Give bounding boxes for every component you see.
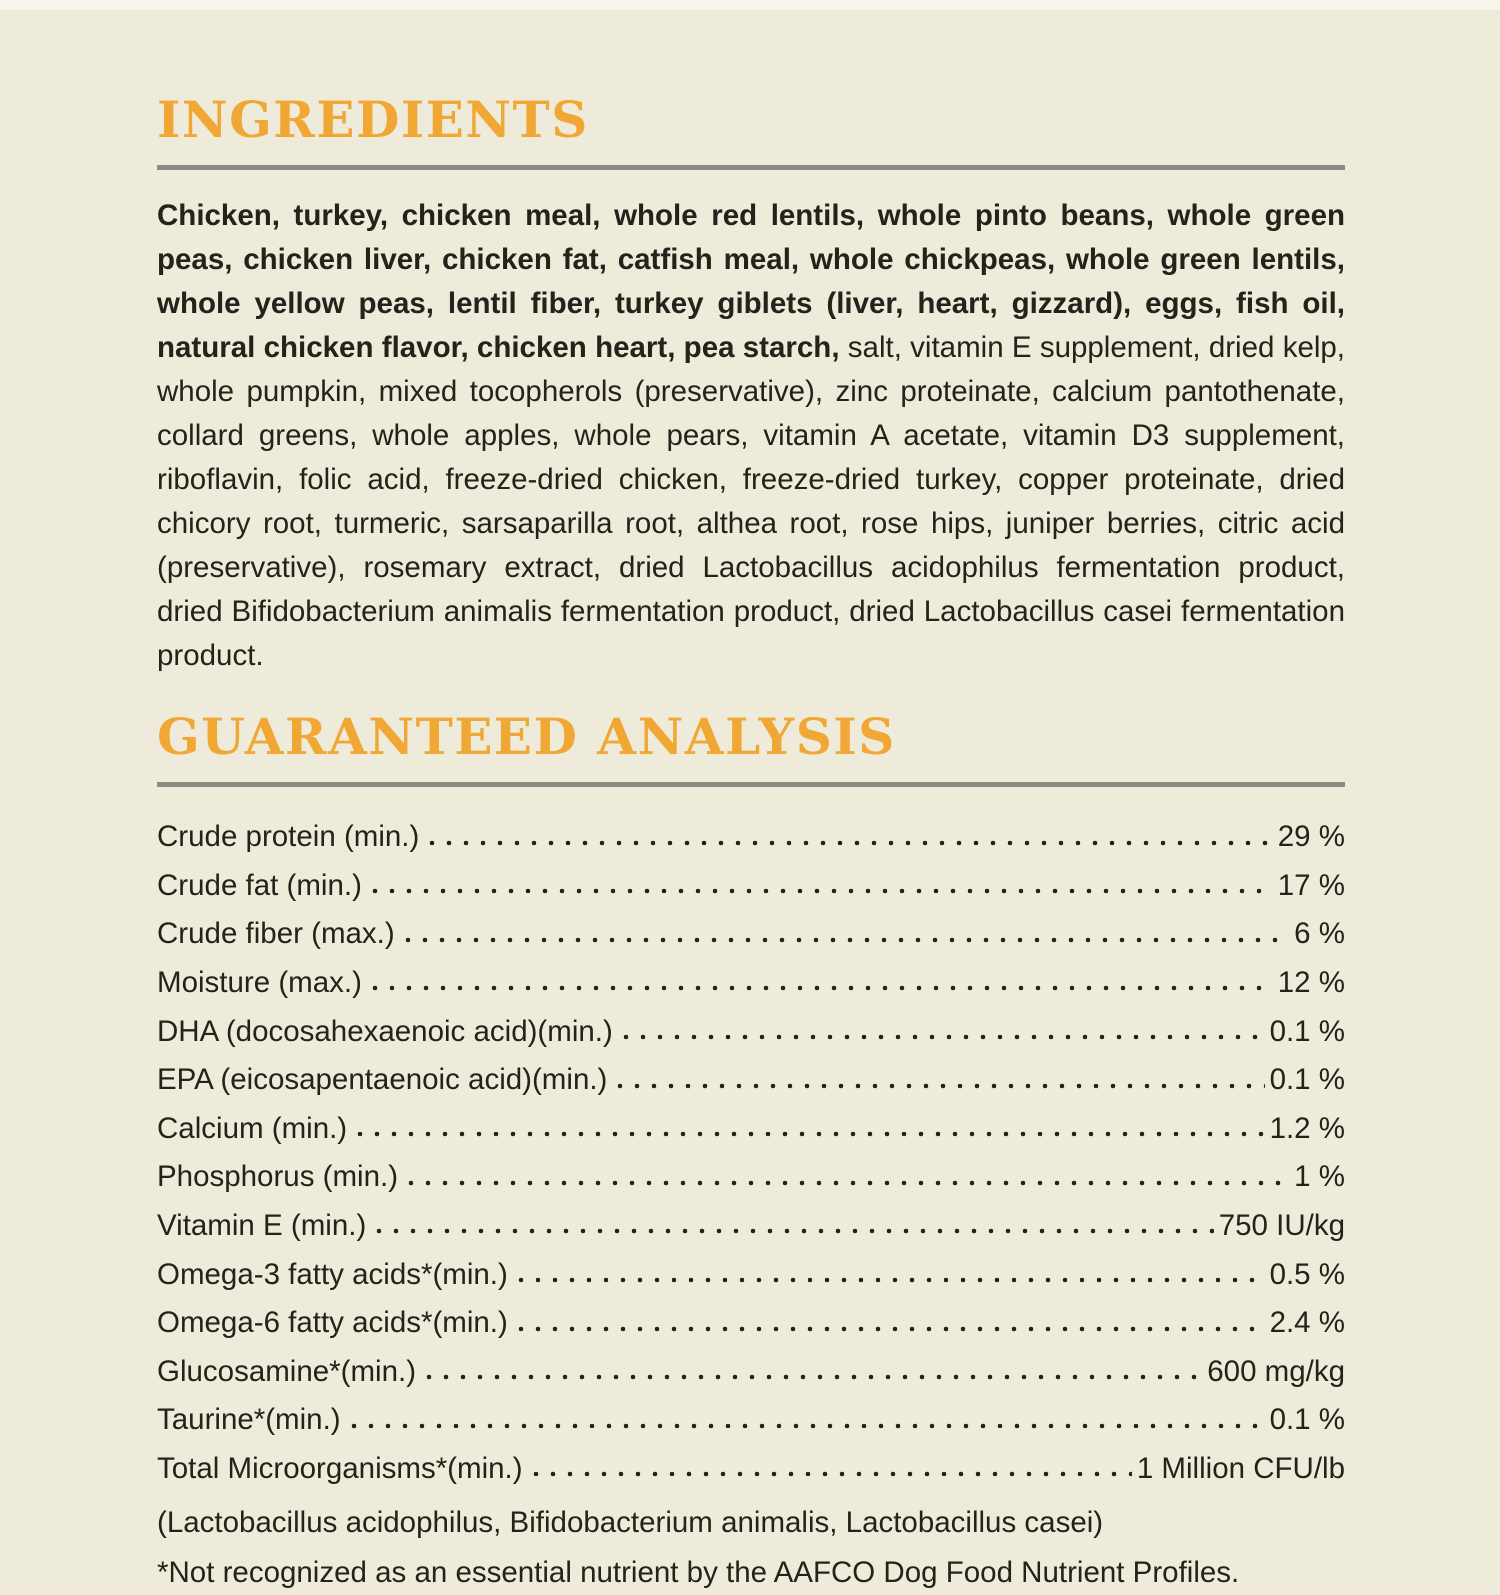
ingredients-bold-text: Chicken, turkey, chicken meal, whole red lentils, whole pinto beans, whole green peas, chicken liver, chicken fat, catfish meal, whole chickpeas, whole green lentils, whole yellow peas, lentil fiber, turkey giblets (liver, heart, gizzard), eggs, fish oil, natural chicken flavor, chicken heart, pea starch, [157,199,1345,364]
dot-leader [513,1277,1265,1283]
guaranteed-analysis-title: GUARANTEED ANALYSIS [157,707,896,766]
dot-leader [421,1374,1202,1380]
analysis-value: 0.1 % [1269,1063,1345,1097]
analysis-row-glucosamine [157,1346,1345,1395]
analysis-row-crude-fiber [157,908,1345,957]
analysis-label: Crude protein (min.) [157,820,420,854]
analysis-value: 600 mg/kg [1207,1354,1345,1388]
aafco-footnote: *Not recognized as an essential nutrient by the AAFCO Dog Food Nutrient Profiles. [157,1556,1240,1590]
analysis-label: Taurine*(min.) [157,1403,341,1437]
analysis-label: Glucosamine*(min.) [157,1354,417,1388]
analysis-value: 1 % [1294,1160,1345,1194]
analysis-value: 17 % [1277,868,1345,902]
analysis-label: Crude fiber (max.) [157,917,395,951]
dot-leader [618,1034,1265,1040]
dot-leader [367,985,1273,991]
dot-leader [612,1083,1264,1089]
ingredients-paragraph [157,194,1345,678]
analysis-label: Omega-6 fatty acids*(min.) [157,1306,508,1340]
analysis-row-vitamin-e [157,1200,1345,1249]
analysis-label: Vitamin E (min.) [157,1208,367,1242]
analysis-value: 0.1 % [1269,1014,1345,1048]
dot-leader [371,1228,1213,1234]
dot-leader [403,1180,1289,1186]
analysis-value: 29 % [1277,820,1345,854]
analysis-label: Moisture (max.) [157,965,362,999]
dot-leader [352,1131,1264,1137]
analysis-row-taurine [157,1394,1345,1443]
analysis-value: 1.2 % [1269,1111,1345,1145]
top-margin-strip [0,0,1500,10]
analysis-label: Crude fat (min.) [157,868,362,902]
analysis-row-epa [157,1054,1345,1103]
analysis-value: 1 Million CFU/lb [1136,1451,1345,1485]
guaranteed-analysis-divider [157,782,1345,787]
analysis-row-total-microorganisms [157,1443,1345,1492]
analysis-value: 12 % [1277,965,1345,999]
analysis-label: DHA (docosahexaenoic acid)(min.) [157,1014,613,1048]
analysis-row-phosphorus [157,1151,1345,1200]
analysis-label: Phosphorus (min.) [157,1160,399,1194]
label-panel [0,10,1500,1595]
analysis-value: 6 % [1294,917,1345,951]
analysis-label: Total Microorganisms*(min.) [157,1451,523,1485]
dot-leader [346,1423,1265,1429]
analysis-row-moisture [157,957,1345,1006]
analysis-label: EPA (eicosapentaenoic acid)(min.) [157,1063,608,1097]
dot-leader [400,937,1289,943]
analysis-row-omega-3 [157,1248,1345,1297]
analysis-row-dha [157,1005,1345,1054]
ingredients-title: INGREDIENTS [157,90,589,149]
analysis-value: 750 IU/kg [1218,1208,1345,1242]
analysis-label: Omega-3 fatty acids*(min.) [157,1257,508,1291]
microorganisms-note: (Lactobacillus acidophilus, Bifidobacterium animalis, Lactobacillus casei) [157,1506,1104,1540]
dot-leader [424,840,1272,846]
analysis-row-crude-fat [157,860,1345,909]
guaranteed-analysis-table [157,811,1345,1491]
analysis-value: 2.4 % [1269,1306,1345,1340]
dot-leader [513,1326,1265,1332]
analysis-label: Calcium (min.) [157,1111,348,1145]
ingredients-regular-text: salt, vitamin E supplement, dried kelp, whole pumpkin, mixed tocopherols (preservative), zinc proteinate, calcium pantothenate, collard greens, whole apples, whole pears, vitamin A acetate, vitamin D3 supplement, riboflavin, folic acid, freeze-dried chicken, freeze-dried turkey, copper proteinate, dried chicory root, turmeric, sarsaparilla root, althea root, rose hips, juniper berries, citric acid (preservative), rosemary extract, dried Lactobacillus acidophilus fermentation product, dried Bifidobacterium animalis fermentation product, dried Lactobacillus casei fermentation product. [157,331,1346,672]
analysis-row-calcium [157,1103,1345,1152]
analysis-row-crude-protein [157,811,1345,860]
analysis-row-omega-6 [157,1297,1345,1346]
dot-leader [528,1471,1132,1477]
analysis-value: 0.5 % [1269,1257,1345,1291]
ingredients-divider [157,165,1345,170]
dot-leader [367,888,1273,894]
analysis-value: 0.1 % [1269,1403,1345,1437]
